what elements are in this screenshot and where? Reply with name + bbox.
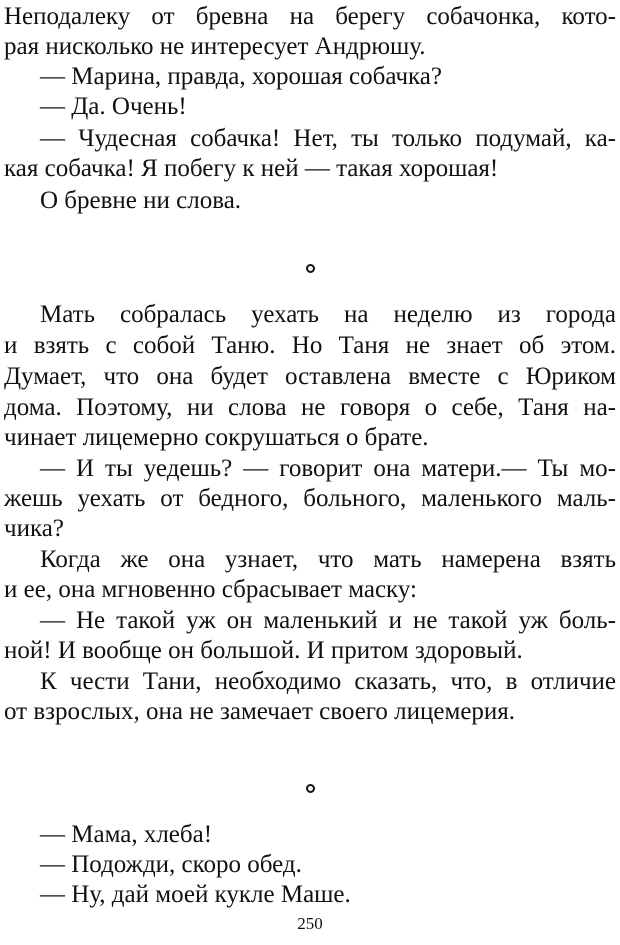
- text-line: чинает лицемерно сокрушаться о брате.: [4, 424, 429, 451]
- text-line: рая нисколько не интересует Андрюшу.: [4, 33, 426, 60]
- text-line: — Мама, хлеба!: [40, 821, 213, 848]
- text-line: от взрослых, она не замечает своего лицемерия.: [4, 698, 516, 725]
- text-line: О бревне ни слова.: [40, 187, 242, 214]
- text-line: — И ты уедешь? — говорит она матери.— Ты мо-: [40, 455, 616, 482]
- text-line: жешь уехать от бедного, больного, маленького маль-: [4, 485, 616, 512]
- text-line: Думает, что она будет оставлена вместе с Юриком: [4, 363, 616, 390]
- text-line: — Ну, дай моей кукле Маше.: [40, 881, 351, 908]
- text-line: Неподалеку от бревна на берегу собачонка, кото-: [4, 3, 616, 30]
- text-line: чика?: [4, 515, 64, 542]
- text-line: кая собачка! Я побегу к ней — такая хорошая!: [4, 155, 499, 182]
- text-line: — Подожди, скоро обед.: [40, 851, 302, 878]
- text-line: — Марина, правда, хорошая собачка?: [40, 63, 442, 90]
- text-line: дома. Поэтому, ни слова не говоря о себе, Таня на-: [4, 394, 616, 421]
- text-line: — Да. Очень!: [40, 93, 187, 120]
- text-line: и ее, она мгновенно сбрасывает маску:: [4, 576, 417, 603]
- text-line: ной! И вообще он большой. И притом здоровый.: [4, 637, 523, 664]
- text-line: — Чудесная собачка! Нет, ты только подумай, ка-: [40, 125, 616, 152]
- section-separator: [306, 264, 315, 273]
- text-line: — Не такой уж он маленький и не такой уж боль-: [40, 607, 616, 634]
- text-line: Когда же она узнает, что мать намерена взять: [40, 546, 616, 573]
- page-number: 250: [297, 914, 323, 933]
- text-line: К чести Тани, необходимо сказать, что, в отличие: [40, 668, 616, 695]
- section-separator: [306, 784, 315, 793]
- text-line: Мать собралась уехать на неделю из города: [40, 301, 616, 328]
- text-line: и взять с собой Таню. Но Таня не знает об этом.: [4, 332, 616, 359]
